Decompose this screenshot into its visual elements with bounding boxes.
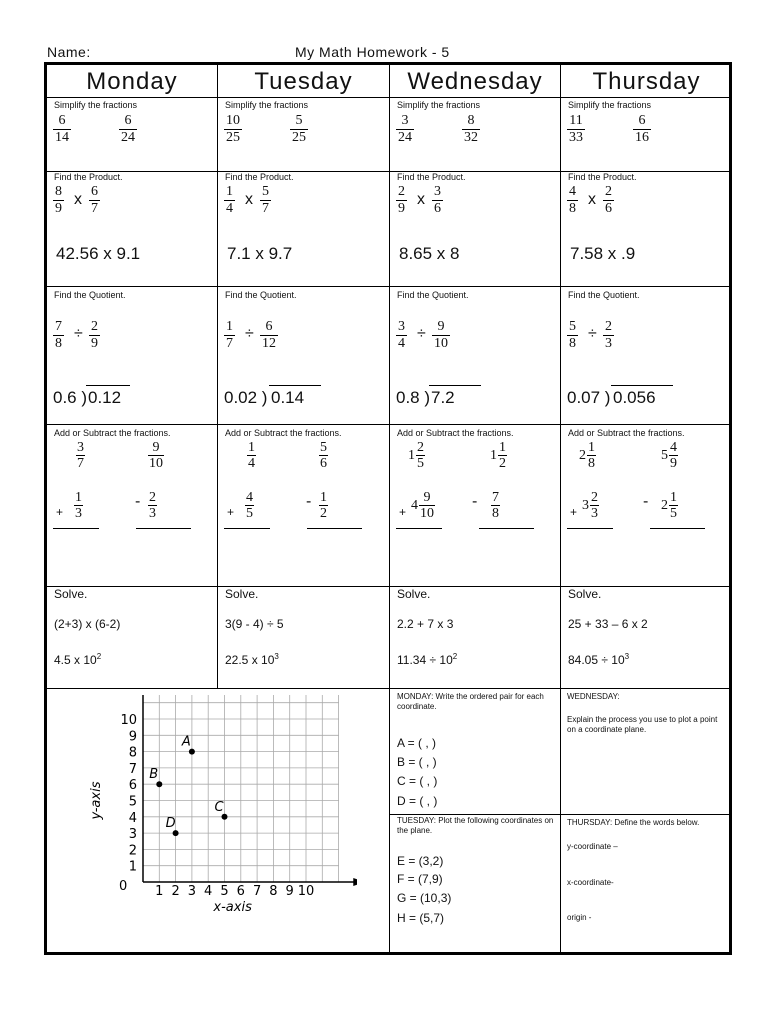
add-subtract-label: Add or Subtract the fractions. <box>54 428 171 438</box>
col-divider <box>217 65 218 689</box>
denominator: 12 <box>262 336 276 351</box>
denominator: 6 <box>605 201 612 216</box>
point-label-a: A <box>181 734 191 750</box>
row-divider <box>47 688 729 689</box>
mixed-fraction <box>246 440 256 471</box>
minus-sign: - <box>306 493 312 510</box>
row-divider <box>47 97 729 98</box>
homework-grid <box>44 62 732 955</box>
mixed-fraction <box>411 490 435 521</box>
fraction <box>53 319 64 352</box>
fraction <box>224 319 235 352</box>
numerator: 6 <box>638 113 646 128</box>
divide-sign: ÷ <box>74 325 83 342</box>
x-tick-label: 5 <box>220 884 229 899</box>
order-of-operations: 25 + 33 – 6 x 2 <box>568 617 648 631</box>
numerator: 8 <box>55 184 62 199</box>
y-tick-label: 1 <box>128 859 137 875</box>
denominator: 33 <box>569 130 583 145</box>
division-bar <box>429 385 481 386</box>
minus-sign: - <box>643 493 649 510</box>
wednesday-question: Explain the process you use to plot a point on a coordinate plane. <box>567 715 718 734</box>
long-division-dividend: 7.2 <box>431 388 455 407</box>
day-header-tuesday: Tuesday <box>254 68 353 95</box>
simplify-label: Simplify the fractions <box>568 100 652 110</box>
fraction <box>396 113 414 146</box>
answer-line <box>136 528 191 529</box>
denominator: 6 <box>434 201 441 216</box>
fraction <box>432 184 443 217</box>
add-subtract-label: Add or Subtract the fractions. <box>225 428 342 438</box>
long-division-divisor: 0.6 ) <box>53 388 88 407</box>
x-tick-label: 7 <box>252 884 262 899</box>
answer-line <box>224 528 270 529</box>
denominator: 9 <box>398 201 405 216</box>
denominator: 4 <box>398 336 405 351</box>
x-tick-label: 2 <box>171 884 180 899</box>
denominator: 4 <box>248 456 255 471</box>
denominator: 3 <box>591 506 598 521</box>
coord-f: F = (7,9) <box>397 872 443 886</box>
answer-line <box>53 528 99 529</box>
minus-sign: - <box>135 493 141 510</box>
decimal-product: 7.58 x .9 <box>570 244 636 263</box>
division-bar <box>269 385 321 386</box>
fraction <box>53 113 71 146</box>
denominator: 5 <box>417 456 424 471</box>
word-origin: origin - <box>567 913 592 922</box>
numerator: 6 <box>124 113 132 128</box>
point-label-c: C <box>214 799 224 815</box>
fraction <box>260 319 278 352</box>
fraction <box>224 113 242 146</box>
whole-number: 2 <box>579 447 586 463</box>
mixed-fraction <box>579 440 596 471</box>
mixed-fraction <box>244 490 254 521</box>
monday-task: MONDAY: Write the ordered pair for each coordinate. <box>397 692 544 711</box>
pair-d: D = ( , ) <box>397 794 438 808</box>
fraction <box>396 184 407 217</box>
answer-line <box>396 528 442 529</box>
denominator: 8 <box>492 506 499 521</box>
product-label: Find the Product. <box>225 172 294 182</box>
point-label-d: D <box>165 816 176 832</box>
times-sign: x <box>588 191 596 208</box>
denominator: 25 <box>292 130 306 145</box>
denominator: 7 <box>91 201 98 216</box>
long-division-divisor: 0.07 ) <box>567 388 611 407</box>
mixed-fraction <box>582 490 599 521</box>
fraction <box>119 113 137 146</box>
answer-line <box>650 528 705 529</box>
x-axis-label: x-axis <box>213 900 252 915</box>
mixed-fraction <box>490 490 500 521</box>
numerator: 2 <box>398 184 405 199</box>
row-divider <box>47 286 729 287</box>
numerator: 6 <box>91 184 98 199</box>
numerator: 3 <box>434 184 441 199</box>
x-axis-arrow <box>353 878 357 886</box>
y-tick-label: 7 <box>128 761 137 777</box>
times-sign: x <box>245 191 253 208</box>
y-tick-label: 3 <box>128 827 137 843</box>
x-tick-label: 4 <box>204 884 213 899</box>
fraction <box>260 184 271 217</box>
pair-c: C = ( , ) <box>397 774 438 788</box>
quotient-label: Find the Quotient. <box>568 290 640 300</box>
fraction <box>396 319 407 352</box>
numerator: 9 <box>152 440 160 455</box>
day-header-wednesday: Wednesday <box>407 68 543 95</box>
order-of-operations: (2+3) x (6-2) <box>54 617 121 631</box>
y-tick-label: 9 <box>128 729 137 745</box>
divide-sign: ÷ <box>588 325 597 342</box>
order-of-operations: 2.2 + 7 x 3 <box>397 617 454 631</box>
denominator: 10 <box>434 336 448 351</box>
row-divider <box>47 586 729 587</box>
product-label: Find the Product. <box>397 172 466 182</box>
numerator: 2 <box>591 490 598 505</box>
denominator: 7 <box>77 456 84 471</box>
denominator: 8 <box>55 336 62 351</box>
scientific-notation: 4.5 x $10^2$ <box>54 652 102 667</box>
simplify-label: Simplify the fractions <box>54 100 138 110</box>
numerator: 11 <box>569 113 583 128</box>
x-tick-label: 9 <box>285 884 294 899</box>
word-y-coordinate: y-coordinate – <box>567 842 618 851</box>
numerator: 2 <box>605 319 612 334</box>
decimal-product: 8.65 x 8 <box>399 244 460 263</box>
x-tick-label: 1 <box>155 884 164 899</box>
fraction <box>567 113 585 146</box>
long-division-divisor: 0.8 ) <box>396 388 431 407</box>
divide-sign: ÷ <box>417 325 426 342</box>
denominator: 8 <box>588 456 595 471</box>
plus-sign: + <box>56 505 64 519</box>
minus-sign: - <box>472 493 478 510</box>
denominator: 8 <box>569 336 576 351</box>
solve-label: Solve. <box>225 587 259 601</box>
mixed-fraction <box>318 490 328 521</box>
denominator: 24 <box>121 130 135 145</box>
coord-g: G = (10,3) <box>397 891 452 905</box>
denominator: 3 <box>75 506 82 521</box>
numerator: 5 <box>262 184 269 199</box>
denominator: 8 <box>569 201 576 216</box>
numerator: 1 <box>226 319 233 334</box>
denominator: 5 <box>670 506 677 521</box>
thursday-task: THURSDAY: Define the words below. <box>567 818 700 827</box>
point-label-b: B <box>149 767 159 783</box>
long-division-divisor: 0.02 ) <box>224 388 268 407</box>
division-bar <box>86 385 130 386</box>
long-division-dividend: 0.14 <box>271 388 305 407</box>
numerator: 1 <box>226 184 233 199</box>
whole-number: 1 <box>490 447 497 463</box>
numerator: 1 <box>248 440 255 455</box>
whole-number: 2 <box>661 497 668 513</box>
numerator: 8 <box>467 113 475 128</box>
numerator: 2 <box>417 440 424 455</box>
simplify-label: Simplify the fractions <box>397 100 481 110</box>
times-sign: x <box>417 191 425 208</box>
fraction <box>633 113 651 146</box>
x-tick-label: 6 <box>236 884 245 899</box>
word-x-coordinate: x-coordinate- <box>567 878 614 887</box>
denominator: 2 <box>499 456 506 471</box>
numerator: 7 <box>55 319 62 334</box>
fraction <box>89 319 100 352</box>
y-tick-label: 6 <box>128 778 137 794</box>
fraction <box>432 319 450 352</box>
col-divider <box>389 65 390 953</box>
plus-sign: + <box>399 505 407 519</box>
whole-number: 4 <box>411 497 418 513</box>
day-header-monday: Monday <box>86 68 178 95</box>
answer-line <box>307 528 362 529</box>
numerator: 5 <box>569 319 576 334</box>
fraction <box>567 184 578 217</box>
numerator: 1 <box>670 490 677 505</box>
denominator: 9 <box>91 336 98 351</box>
numerator: 4 <box>246 490 253 505</box>
add-subtract-label: Add or Subtract the fractions. <box>397 428 514 438</box>
numerator: 2 <box>149 490 156 505</box>
numerator: 1 <box>320 490 327 505</box>
coord-h: H = (5,7) <box>397 911 445 925</box>
col-divider <box>560 65 561 953</box>
fraction <box>89 184 100 217</box>
division-bar <box>611 385 673 386</box>
mixed-fraction <box>75 440 85 471</box>
denominator: 3 <box>605 336 612 351</box>
numerator: 3 <box>77 440 84 455</box>
scientific-notation: $84.05 \div 10^3$ <box>568 652 630 667</box>
quotient-label: Find the Quotient. <box>54 290 126 300</box>
numerator: 2 <box>605 184 612 199</box>
product-label: Find the Product. <box>568 172 637 182</box>
whole-number: 5 <box>661 447 668 463</box>
denominator: 24 <box>398 130 412 145</box>
numerator: 3 <box>398 319 405 334</box>
y-tick-label: 2 <box>128 843 137 859</box>
quotient-label: Find the Quotient. <box>397 290 469 300</box>
fraction <box>290 113 308 146</box>
denominator: 16 <box>635 130 649 145</box>
x-tick-label: 10 <box>297 884 315 899</box>
y-tick-label: 8 <box>128 745 137 761</box>
denominator: 4 <box>226 201 233 216</box>
solve-label: Solve. <box>568 587 602 601</box>
numerator: 9 <box>437 319 445 334</box>
fraction <box>224 184 235 217</box>
whole-number: 3 <box>582 497 589 513</box>
answer-line <box>567 528 613 529</box>
denominator: 10 <box>420 506 434 521</box>
order-of-operations: 3(9 - 4) ÷ 5 <box>225 617 284 631</box>
denominator: 9 <box>55 201 62 216</box>
fraction <box>603 319 614 352</box>
numerator: 3 <box>401 113 409 128</box>
homework-title: My Math Homework - 5 <box>295 44 450 60</box>
row-divider <box>47 424 729 425</box>
whole-number: 1 <box>408 447 415 463</box>
denominator: 7 <box>262 201 269 216</box>
mixed-fraction <box>147 440 164 471</box>
coordinate-plane <box>77 695 357 935</box>
y-tick-label: 5 <box>128 794 137 810</box>
fraction <box>603 184 614 217</box>
denominator: 6 <box>320 456 327 471</box>
divide-sign: ÷ <box>245 325 254 342</box>
mixed-fraction <box>661 440 678 471</box>
denominator: 2 <box>320 506 327 521</box>
denominator: 32 <box>464 130 478 145</box>
numerator: 1 <box>588 440 595 455</box>
scientific-notation: 22.5 x $10^3$ <box>225 652 279 667</box>
tuesday-task: TUESDAY: Plot the following coordinates on the plane. <box>397 816 554 835</box>
numerator: 6 <box>58 113 66 128</box>
pair-a: A = ( , ) <box>397 736 437 750</box>
product-label: Find the Product. <box>54 172 123 182</box>
simplify-label: Simplify the fractions <box>225 100 309 110</box>
numerator: 5 <box>295 113 303 128</box>
denominator: 7 <box>226 336 233 351</box>
denominator: 25 <box>226 130 240 145</box>
long-division-dividend: 0.056 <box>613 388 656 407</box>
x-tick-label: 3 <box>187 884 197 899</box>
numerator: 9 <box>423 490 431 505</box>
mixed-fraction <box>661 490 678 521</box>
mixed-fraction <box>408 440 425 471</box>
coord-e: E = (3,2) <box>397 854 444 868</box>
quotient-label: Find the Quotient. <box>225 290 297 300</box>
mixed-fraction <box>147 490 157 521</box>
fraction <box>462 113 480 146</box>
denominator: 10 <box>149 456 163 471</box>
times-sign: x <box>74 191 82 208</box>
scientific-notation: $11.34 \div 10^2$ <box>397 652 458 667</box>
denominator: 9 <box>670 456 677 471</box>
numerator: 1 <box>499 440 506 455</box>
mixed-fraction <box>318 440 328 471</box>
numerator: 10 <box>226 113 240 128</box>
decimal-product: 7.1 x 9.7 <box>227 244 293 263</box>
name-label: Name: <box>47 44 91 60</box>
plus-sign: + <box>570 505 578 519</box>
fraction <box>567 319 578 352</box>
y-axis-label: y-axis <box>89 781 104 820</box>
numerator: 2 <box>91 319 98 334</box>
y-tick-label: 4 <box>128 810 137 826</box>
row-divider <box>389 814 732 815</box>
denominator: 14 <box>55 130 69 145</box>
y-tick-label: 10 <box>120 713 137 728</box>
pair-b: B = ( , ) <box>397 755 437 769</box>
fraction <box>53 184 64 217</box>
mixed-fraction <box>73 490 83 521</box>
denominator: 3 <box>149 506 156 521</box>
day-header-thursday: Thursday <box>592 68 701 95</box>
numerator: 4 <box>670 440 677 455</box>
numerator: 5 <box>320 440 327 455</box>
add-subtract-label: Add or Subtract the fractions. <box>568 428 685 438</box>
denominator: 5 <box>246 506 253 521</box>
solve-label: Solve. <box>54 587 88 601</box>
numerator: 1 <box>75 490 82 505</box>
wednesday-task: WEDNESDAY: <box>567 692 620 701</box>
solve-label: Solve. <box>397 587 431 601</box>
mixed-fraction <box>490 440 507 471</box>
decimal-product: 42.56 x 9.1 <box>56 244 141 263</box>
origin-label: 0 <box>119 879 128 894</box>
plus-sign: + <box>227 505 235 519</box>
answer-line <box>479 528 534 529</box>
numerator: 4 <box>569 184 576 199</box>
numerator: 7 <box>492 490 499 505</box>
long-division-dividend: 0.12 <box>88 388 122 407</box>
numerator: 6 <box>265 319 273 334</box>
x-tick-label: 8 <box>269 884 278 899</box>
